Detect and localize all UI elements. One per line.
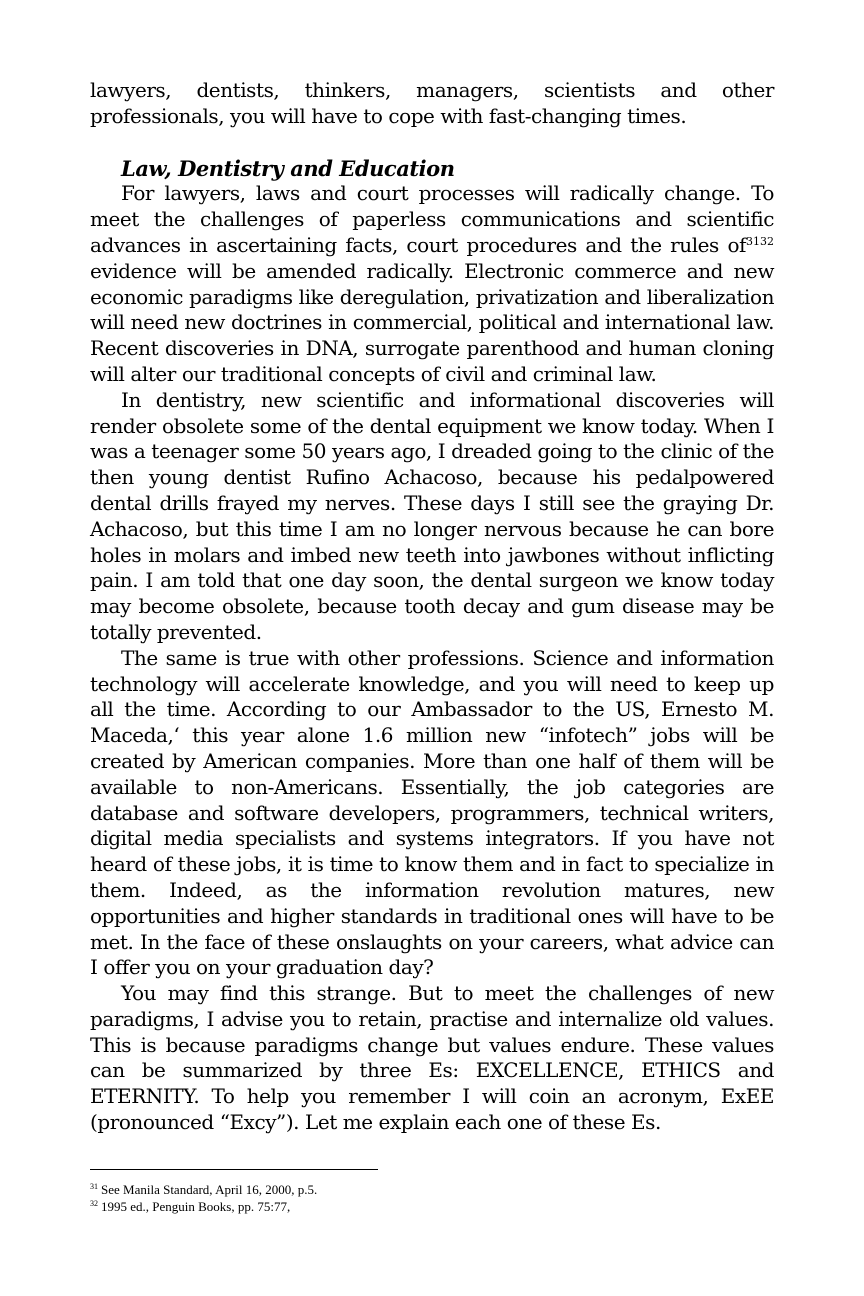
section-heading: Law, Dentistry and Education	[121, 155, 455, 181]
footnote-32	[90, 1198, 774, 1215]
paragraph-dentistry: In dentistry, new scientific and informational discoveries will render obsolete some of the dental equipment we know today. When I was a teenager some 50 years ago, I dreaded going to the clinic of the then young dentist Rufino Achacoso, because his pedalpowered dental drills frayed my nerves. These days I still see the graying Dr. Achacoso, but this time I am no longer nervous because he can bore holes in molars and imbed new teeth into jawbones without inflicting pain. I am told that one day soon, the dental surgeon we know today may become obsolete, because tooth decay and gum disease may be totally prevented.	[90, 387, 774, 644]
footnote-31	[90, 1181, 774, 1198]
footnotes	[90, 1181, 774, 1215]
footnote-divider	[90, 1169, 378, 1170]
footnote-number: 31	[90, 1182, 98, 1191]
footnote-reference: 3132	[746, 234, 774, 248]
paragraph-law-text-a: For lawyers, laws and court processes will radically change. To meet the challenges of paperless communications and scientific advances in ascertaining facts, court procedures and the rules of	[90, 181, 774, 257]
paragraph-values: You may find this strange. But to meet the challenges of new paradigms, I advise you to retain, practise and internalize old values. This is because paradigms change but values endure. These values can be summarized by three Es: EXCELLENCE, ETHICS and ETERNITY. To help you remember I will coin an acronym, ExEE (pronounced “Excy”). Let me explain each one of these Es.	[90, 981, 774, 1135]
paragraph-gap	[90, 130, 774, 156]
paragraph-law-text-b: evidence will be amended radically. Electronic commerce and new economic paradigms like deregulation, privatization and liberalization will need new doctrines in commercial, political and international law. Recent discoveries in DNA, surrogate parenthood and human cloning will alter our traditional concepts of civil and criminal law.	[90, 258, 774, 386]
paragraph-professions: The same is true with other professions. Science and information technology will accelerate knowledge, and you will need to keep up all the time. According to our Ambassador to the US, Ernesto M. Maceda,‘ this year alone 1.6 million new “infotech” jobs will be created by American companies. More than one half of them will be available to non-Americans. Essentially, the job categories are database and software developers, programmers, technical writers, digital media specialists and systems integrators. If you have not heard of these jobs, it is time to know them and in fact to specialize in them. Indeed, as the information revolution matures, new opportunities and higher standards in traditional ones will have to be met. In the face of these onslaughts on your careers, what advice can I offer you on your graduation day?	[90, 645, 774, 980]
footnote-text: 1995 ed., Penguin Books, pp. 75:77,	[101, 1199, 291, 1214]
paragraph-law	[90, 181, 774, 387]
paragraph-intro: lawyers, dentists, thinkers, managers, scientists and other professionals, you will have to cope with fast-changing times.	[90, 78, 774, 128]
footnote-number: 32	[90, 1199, 98, 1208]
page-body	[90, 78, 774, 1136]
footnote-text: See Manila Standard, April 16, 2000, p.5.	[101, 1182, 318, 1197]
